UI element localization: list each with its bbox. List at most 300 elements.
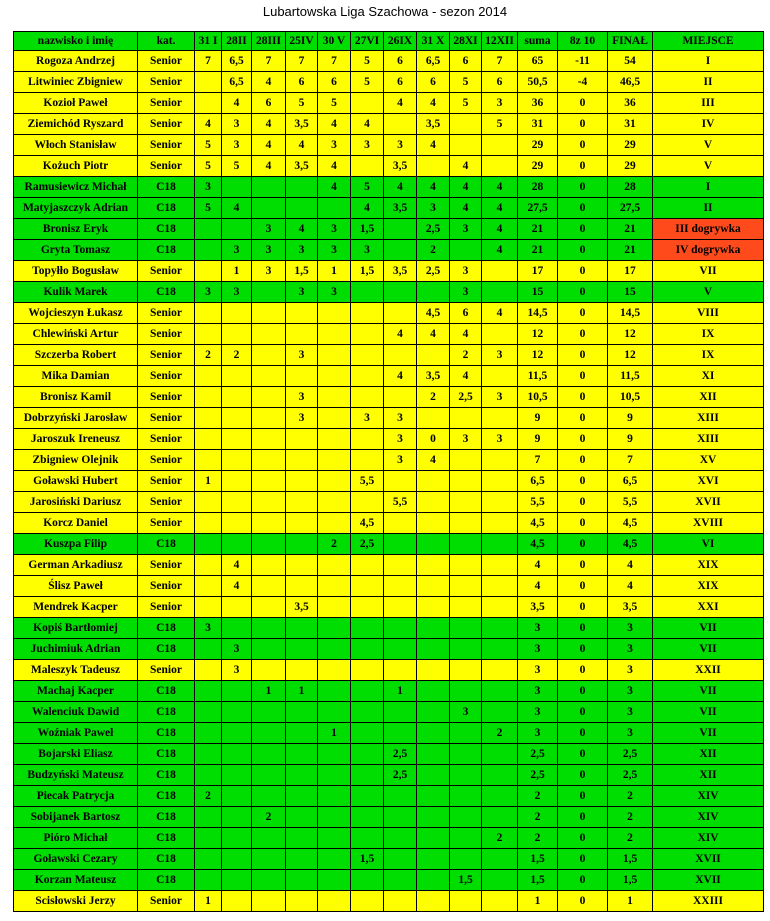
score-cell: Senior [138,387,195,408]
table-row [14,282,764,303]
place-cell: XVII [653,492,764,513]
score-cell: 6 [482,72,518,93]
score-cell: 3,5 [286,156,318,177]
score-cell: 0 [558,555,608,576]
score-cell: 4 [252,114,286,135]
place-cell: XXI [653,597,764,618]
score-cell: 2 [417,387,450,408]
score-cell: 0 [558,303,608,324]
score-cell: 4,5 [351,513,384,534]
score-cell: 3 [222,639,252,660]
score-cell: 0 [558,408,608,429]
page-title: Lubartowska Liga Szachowa - sezon 2014 [262,4,508,19]
score-cell: 6 [252,93,286,114]
score-cell [195,681,222,702]
score-cell: 3 [450,702,482,723]
score-cell [195,702,222,723]
score-cell: C18 [138,177,195,198]
score-cell: 2 [417,240,450,261]
place-cell: II [653,72,764,93]
score-cell [286,828,318,849]
place-cell: XII [653,744,764,765]
table-row [14,387,764,408]
score-cell: 0 [558,345,608,366]
column-header: 28XI [450,32,482,51]
score-cell: C18 [138,681,195,702]
score-cell [450,114,482,135]
score-cell [482,471,518,492]
score-cell: 3 [482,345,518,366]
score-cell: 1 [222,261,252,282]
score-cell: 6 [286,72,318,93]
score-cell [222,366,252,387]
score-cell: 3 [450,429,482,450]
score-cell: 3 [318,282,351,303]
table-row [14,471,764,492]
score-cell: 3 [252,261,286,282]
score-cell [351,891,384,912]
place-cell: XIV [653,807,764,828]
score-cell: 2 [482,828,518,849]
table-row [14,723,764,744]
score-cell: 12 [608,345,653,366]
score-cell: 3,5 [286,114,318,135]
score-cell [286,198,318,219]
score-cell: 27,5 [608,198,653,219]
score-cell: 3 [608,639,653,660]
score-cell [417,849,450,870]
score-cell [318,870,351,891]
score-cell: 0 [558,450,608,471]
score-cell [417,597,450,618]
score-cell: 0 [558,261,608,282]
place-cell: XIX [653,555,764,576]
score-cell [351,723,384,744]
score-cell: 4 [384,366,417,387]
score-cell [351,702,384,723]
score-cell: 0 [558,366,608,387]
score-cell [222,618,252,639]
score-cell: 2,5 [417,261,450,282]
score-cell: 0 [558,219,608,240]
score-cell: 14,5 [608,303,653,324]
score-cell [252,492,286,513]
score-cell: 31 [608,114,653,135]
score-cell: 2 [518,807,558,828]
score-cell [252,639,286,660]
score-cell: 6,5 [518,471,558,492]
score-cell: Senior [138,261,195,282]
score-cell [384,387,417,408]
score-cell: 9 [518,408,558,429]
score-cell: 5 [222,156,252,177]
score-cell: 3 [286,408,318,429]
score-cell [384,639,417,660]
score-cell [252,324,286,345]
score-cell: 1 [318,723,351,744]
table-row [14,72,764,93]
score-cell: 4 [252,156,286,177]
table-row [14,807,764,828]
score-cell [252,597,286,618]
score-cell: Senior [138,471,195,492]
score-cell [482,534,518,555]
score-cell: 4 [417,324,450,345]
score-cell [286,366,318,387]
score-cell [417,723,450,744]
place-cell: IV [653,114,764,135]
score-cell [450,891,482,912]
player-name-cell: Rogoza Andrzej [14,51,138,72]
score-cell: 0 [558,156,608,177]
score-cell [195,240,222,261]
score-cell [222,303,252,324]
score-cell [252,177,286,198]
score-cell [450,681,482,702]
header-row [14,32,764,51]
score-cell [482,261,518,282]
score-cell [318,639,351,660]
place-cell: IX [653,324,764,345]
score-cell: 12 [518,324,558,345]
score-cell [417,408,450,429]
score-cell [252,849,286,870]
score-cell [351,765,384,786]
score-cell: Senior [138,408,195,429]
score-cell: 1,5 [608,870,653,891]
score-cell [252,786,286,807]
score-cell [351,450,384,471]
score-cell: 0 [558,135,608,156]
table-row [14,639,764,660]
score-cell [252,534,286,555]
score-cell: 29 [608,135,653,156]
score-cell [286,576,318,597]
score-cell: 0 [558,618,608,639]
score-cell [351,576,384,597]
score-cell [195,534,222,555]
score-cell [222,849,252,870]
score-cell [286,303,318,324]
score-cell [252,576,286,597]
score-cell: Senior [138,72,195,93]
table-row [14,492,764,513]
score-cell [351,618,384,639]
player-name-cell: Mendrek Kacper [14,597,138,618]
score-cell: 2,5 [518,744,558,765]
score-cell: C18 [138,786,195,807]
score-cell [384,240,417,261]
score-cell: 2 [195,345,222,366]
score-cell [252,387,286,408]
place-cell: XIII [653,429,764,450]
score-cell [482,450,518,471]
score-cell [450,240,482,261]
score-cell: 3 [351,240,384,261]
place-cell: XVII [653,870,764,891]
score-cell [384,345,417,366]
score-cell [450,849,482,870]
score-cell [417,744,450,765]
score-cell: 6 [450,303,482,324]
score-cell [450,618,482,639]
score-cell [318,492,351,513]
score-cell [482,156,518,177]
score-cell [417,639,450,660]
score-cell [351,303,384,324]
score-cell [450,660,482,681]
player-name-cell: Kopiś Bartłomiej [14,618,138,639]
score-cell: 4 [608,576,653,597]
score-cell [318,891,351,912]
score-cell [351,492,384,513]
place-cell: VII [653,723,764,744]
score-cell: 4 [222,576,252,597]
score-cell: C18 [138,618,195,639]
score-cell [286,177,318,198]
table-row [14,597,764,618]
score-cell: 4 [450,198,482,219]
score-cell: 4,5 [608,513,653,534]
score-cell: 4 [222,555,252,576]
score-cell [450,597,482,618]
score-cell [252,345,286,366]
score-cell [351,828,384,849]
player-name-cell: Kulik Marek [14,282,138,303]
score-cell [195,849,222,870]
score-cell: 3 [608,681,653,702]
score-cell [450,534,482,555]
score-cell [450,555,482,576]
place-cell: V [653,282,764,303]
score-cell: 2 [518,828,558,849]
score-cell: 3 [450,261,482,282]
score-cell: 4 [195,114,222,135]
table-row [14,891,764,912]
score-cell [252,408,286,429]
score-cell: 17 [518,261,558,282]
score-cell: 4 [482,303,518,324]
score-cell [222,765,252,786]
player-name-cell: Bojarski Eliasz [14,744,138,765]
score-cell [195,660,222,681]
score-cell [252,744,286,765]
score-cell [286,513,318,534]
score-cell: 5 [286,93,318,114]
score-cell [482,639,518,660]
place-cell: XI [653,366,764,387]
score-cell: -11 [558,51,608,72]
score-cell [222,324,252,345]
score-cell [195,261,222,282]
score-cell [351,870,384,891]
table-row [14,681,764,702]
score-cell [417,702,450,723]
score-cell: 3,5 [384,261,417,282]
player-name-cell: Goławski Hubert [14,471,138,492]
score-cell: 6 [417,72,450,93]
score-cell: 3 [608,702,653,723]
score-cell: 9 [608,408,653,429]
score-cell: 0 [558,744,608,765]
score-cell: 3 [195,177,222,198]
score-cell: 4 [450,324,482,345]
score-cell [195,366,222,387]
score-cell [417,576,450,597]
score-cell [222,870,252,891]
score-cell [450,828,482,849]
table-row [14,555,764,576]
table-row [14,114,764,135]
score-cell: 0 [558,891,608,912]
score-cell: C18 [138,240,195,261]
score-cell: C18 [138,723,195,744]
place-cell: XVIII [653,513,764,534]
score-cell: 21 [608,219,653,240]
player-name-cell: Gryta Tomasz [14,240,138,261]
player-name-cell: Dobrzyński Jarosław [14,408,138,429]
player-name-cell: Goławski Cezary [14,849,138,870]
score-cell: 3 [608,723,653,744]
score-cell: 3 [195,618,222,639]
score-cell: 1,5 [518,849,558,870]
score-cell [252,303,286,324]
player-name-cell: Juchimiuk Adrian [14,639,138,660]
score-cell: C18 [138,219,195,240]
score-cell [482,870,518,891]
score-cell [286,492,318,513]
score-cell: 3,5 [417,114,450,135]
score-cell [351,345,384,366]
score-cell [222,387,252,408]
score-cell [417,807,450,828]
score-cell: 0 [558,639,608,660]
score-cell [351,324,384,345]
score-cell [195,639,222,660]
score-cell: 50,5 [518,72,558,93]
score-cell: 5 [450,93,482,114]
score-cell: 0 [558,93,608,114]
score-cell [286,618,318,639]
score-cell [482,891,518,912]
player-name-cell: Scisłowski Jerzy [14,891,138,912]
score-cell [318,555,351,576]
place-cell: III dogrywka [653,219,764,240]
score-cell: 0 [558,849,608,870]
score-cell [351,681,384,702]
score-cell [417,555,450,576]
score-cell: 5 [195,135,222,156]
score-cell: 0 [558,114,608,135]
score-cell [318,387,351,408]
table-row [14,576,764,597]
score-cell [351,93,384,114]
score-cell [450,744,482,765]
table-row [14,156,764,177]
score-cell [450,135,482,156]
score-cell: 5 [351,51,384,72]
score-cell: 1,5 [286,261,318,282]
table-row [14,618,764,639]
score-cell: 4 [482,198,518,219]
score-cell [318,807,351,828]
score-cell: 1 [252,681,286,702]
table-row [14,828,764,849]
place-cell: VII [653,681,764,702]
score-cell [318,471,351,492]
table-row [14,51,764,72]
score-cell: 3 [222,660,252,681]
score-cell [318,849,351,870]
score-cell: 4 [384,324,417,345]
score-cell: 3 [384,429,417,450]
player-name-cell: Bronisz Eryk [14,219,138,240]
place-cell: XIII [653,408,764,429]
score-cell: 7 [608,450,653,471]
score-cell [286,723,318,744]
place-cell: XIV [653,828,764,849]
score-cell [482,660,518,681]
score-cell [384,723,417,744]
score-cell: 0 [558,576,608,597]
score-cell [222,492,252,513]
table-row [14,702,764,723]
score-cell [417,345,450,366]
score-cell: 2,5 [351,534,384,555]
score-cell [482,681,518,702]
score-cell: 3 [222,114,252,135]
table-row [14,660,764,681]
player-name-cell: Kożuch Piotr [14,156,138,177]
score-cell: 1 [195,471,222,492]
score-cell: 4 [318,177,351,198]
place-cell: XV [653,450,764,471]
score-cell: -4 [558,72,608,93]
place-cell: VI [653,534,764,555]
score-cell: 2 [608,807,653,828]
score-cell: 2 [450,345,482,366]
score-cell: 1,5 [450,870,482,891]
score-cell: 6,5 [222,51,252,72]
score-cell: 0 [558,387,608,408]
score-cell: 2,5 [384,744,417,765]
player-name-cell: Wojcieszyn Łukasz [14,303,138,324]
score-cell [318,744,351,765]
score-cell [450,765,482,786]
score-cell [252,198,286,219]
score-cell [384,828,417,849]
score-cell [195,387,222,408]
score-cell [252,555,286,576]
score-cell: C18 [138,534,195,555]
score-cell: 7 [482,51,518,72]
player-name-cell: Kozioł Paweł [14,93,138,114]
score-cell [222,597,252,618]
score-cell: 1,5 [351,261,384,282]
score-cell [482,555,518,576]
score-cell: Senior [138,597,195,618]
player-name-cell: Pióro Michał [14,828,138,849]
table-row [14,219,764,240]
score-cell [318,597,351,618]
score-cell [318,681,351,702]
score-cell: 0 [558,807,608,828]
column-header: 12XII [482,32,518,51]
score-cell: 0 [417,429,450,450]
score-cell: 3 [222,282,252,303]
score-cell: C18 [138,870,195,891]
score-cell: Senior [138,303,195,324]
